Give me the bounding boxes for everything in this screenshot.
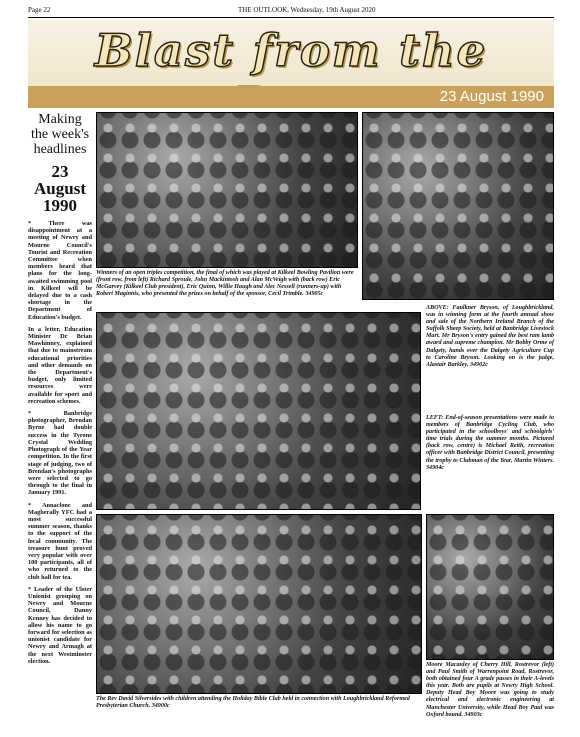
bible-club-caption: The Rev David Silversides with children attending the Holiday Bible Club held in connection with Loughbrickland Reformed Presbyterian Church. 34900c — [96, 696, 410, 709]
news-item: * Leader of the Ulster Unionist grouping on Newry and Mourne Council, Danny Kenney has decided to allow his name to go forward for selection as unionist candidate for Newry and Armagh at the next Westminster election. — [28, 585, 92, 665]
header-rule — [28, 17, 554, 18]
students-caption: Moore Macauley of Cherry Hill, Rostrevor (left) and Paul Smith of Warrenpoint Road, Rostrevor, both obtained four A grade passes in their A-levels this year. Both are pupils at Newry High School. Deputy Head Boy Moore was going to study electrical and electronic engineering at Manchester University, while Head Boy Paul was Oxford bound. 34903c — [426, 662, 554, 718]
students-photo — [426, 514, 554, 660]
banner-title: Blast from the — [94, 24, 488, 77]
photo-people — [363, 113, 553, 299]
news-item: * Annaclone and Magherally YFC had a most successful summer season, thanks to the support of the local community. The treasure hunt proved very popular with over 100 participants, all of who returned to the club hall for tea. — [28, 501, 92, 581]
news-item: In a letter, Education Minister Dr Brian Mawhinney, explained that due to mainstream educational priorities and other demands on the Department's budget, only limited resources were available for sport and recreation schemes. — [28, 325, 92, 405]
news-item: * Banbridge photographer, Brendan Byrne had double success in the Tyrone Crystal Wedding Photograph of the Year competition. In the first stage of judging, two of Brendan's photographs were selected to go through to the final in January 1991. — [28, 410, 92, 497]
bowls-caption: Winners of an open triples competition, the final of which was played at Kilkeel Bowling Pavilion were (front row, from left) Richard Sproule, John Mackintosh and Alan McVeigh with (back row) Eric McGarvey (Kilkeel Club president), Eric Quinn, Willie Haugh and Alec Nessell (runners-up) with Robert Maginnis, who presented the prizes on behalf of the sponsor, Cecil Trimble. 34905c — [96, 270, 354, 297]
news-item: * There was disappointment at a meeting of Newry and Mourne Council's Tourist and Recreation Committee when members heard that plans for the long-awaited swimming pool in Kilkeel will be delayed due to a cash shortage in the Department of Education's budget. — [28, 220, 92, 321]
page-number: Page 22 — [28, 6, 51, 14]
date-band — [28, 86, 554, 108]
sheep-photo — [362, 112, 554, 300]
banner-date: 23 August 1990 — [439, 88, 544, 105]
cycling-caption: LEFT: End-of-season presentations were made to members of Banbridge Cycling Club, who participated in the schoolboys' and schoolgirls' time trials during the summer months. Pictured (back row, centre) is Michael Reith, recreation officer with Banbridge District Council, presenting the trophy to Clubman of the Year, Martin Winters. 34904c — [426, 415, 554, 471]
banner — [28, 20, 554, 108]
photo-people — [97, 113, 357, 267]
cycling-photo — [96, 312, 421, 510]
photo-people — [427, 515, 553, 659]
column-heading: Making the week's headlines — [30, 112, 90, 157]
sheep-caption: ABOVE: Faulkner Bryson, of Loughbrickland, was in winning form at the fourth annual show and sale of the Northern Ireland Branch of the Suffolk Sheep Society, held at Banbridge Livestock Mart. Mr Bryson's entry gained the best ram lamb award and supreme champion. Mr Bobby Orme of Dalgety, hands over the Dalgety Agriculture Cup to Caroline Bryson. Looking on is the judge, Alastair Barkley. 34902c — [426, 305, 554, 368]
masthead: THE OUTLOOK, Wednesday, 19th August 2020 — [238, 6, 376, 14]
headlines-column — [28, 112, 92, 727]
photo-people — [97, 313, 420, 509]
bible-club-photo — [96, 514, 422, 694]
photo-people — [97, 515, 421, 693]
column-date: 23 August 1990 — [34, 162, 86, 215]
bowls-photo — [96, 112, 358, 268]
